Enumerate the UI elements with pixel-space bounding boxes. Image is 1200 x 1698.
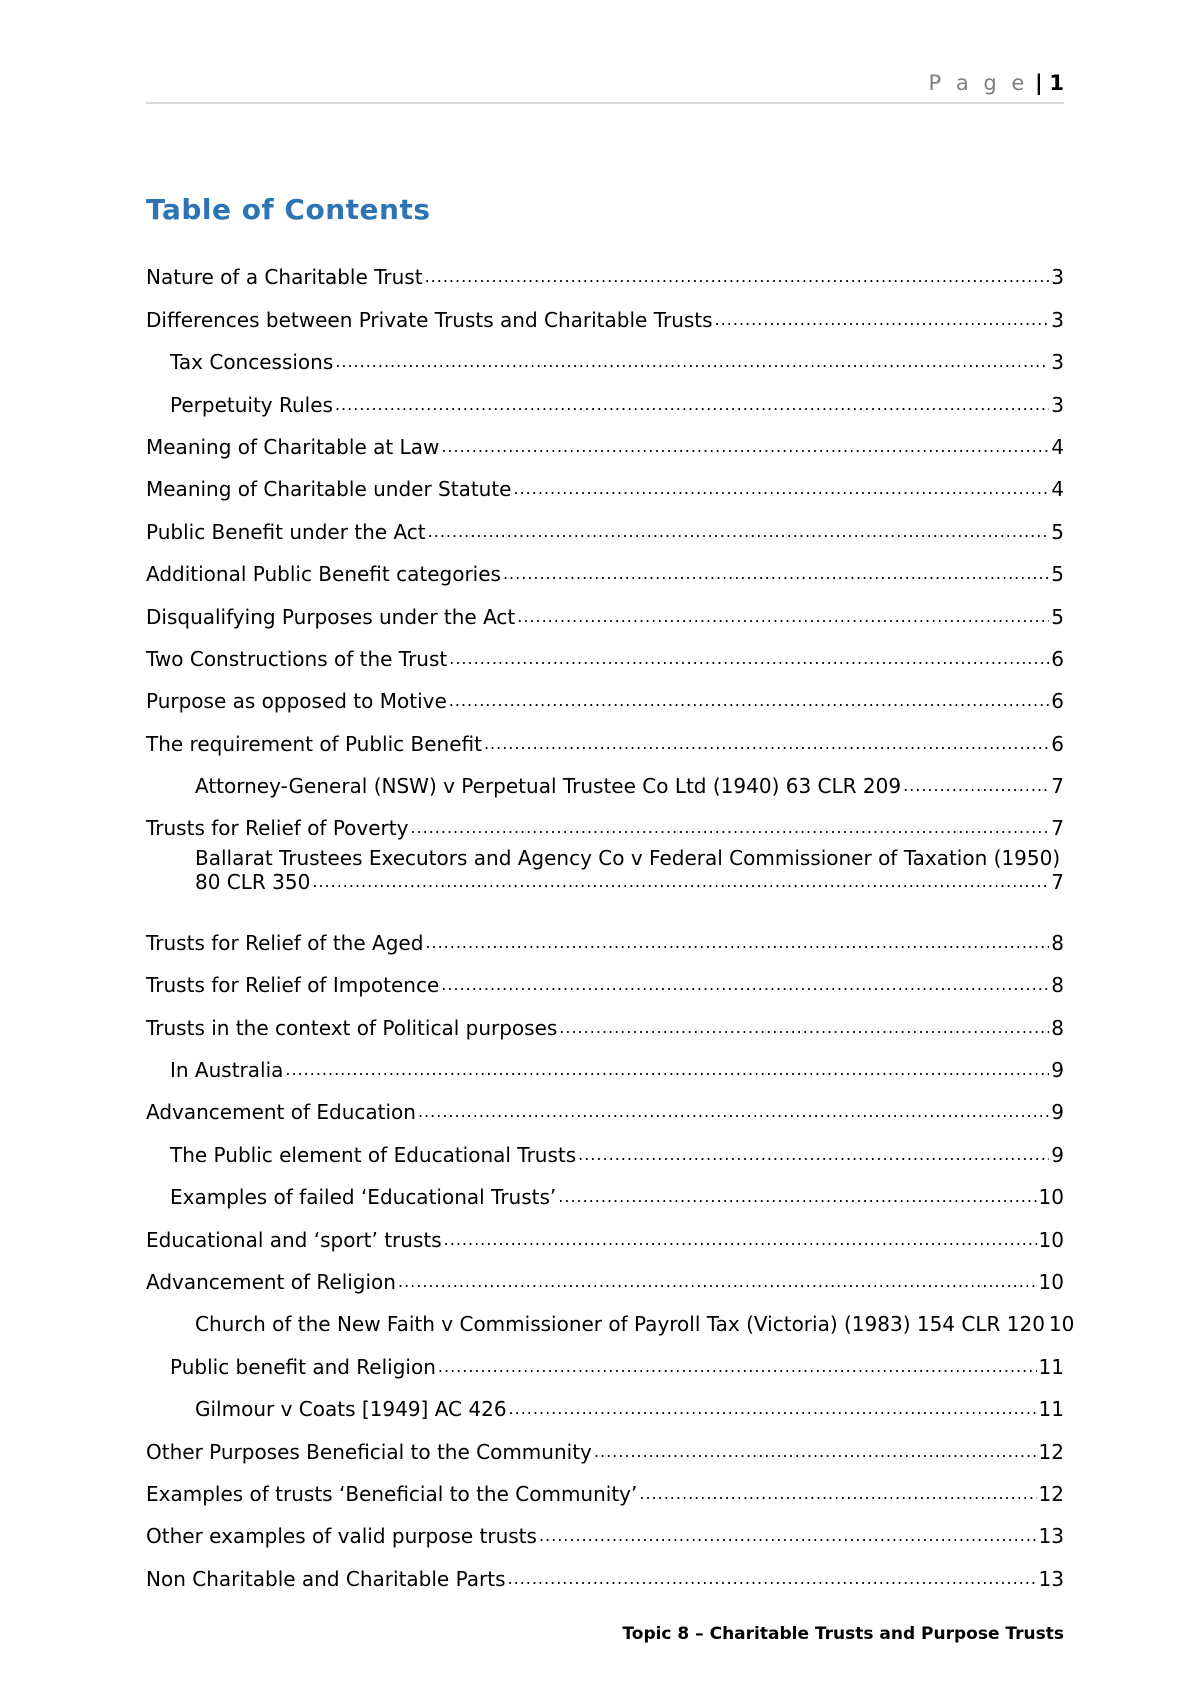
page-separator: | [1035, 71, 1043, 95]
toc-leader [484, 732, 1049, 756]
toc-entry-text: Educational and ‘sport’ trusts [146, 1227, 442, 1252]
toc-entry-text: Meaning of Charitable at Law [146, 434, 440, 459]
toc-entry[interactable] [146, 1124, 1064, 1166]
toc-leader [715, 308, 1050, 332]
toc-entry-text: Trusts for Relief of the Aged [146, 930, 424, 955]
toc-entry-page: 3 [1051, 350, 1064, 375]
toc-entry[interactable] [146, 1336, 1064, 1378]
toc-entry-page: 10 [1038, 1185, 1064, 1210]
toc-entry[interactable] [146, 501, 1064, 543]
toc-leader [578, 1143, 1049, 1167]
toc-entry-page: 12 [1038, 1481, 1064, 1506]
toc-entry-page: 12 [1038, 1439, 1064, 1464]
toc-entry-page: 11 [1038, 1397, 1064, 1422]
toc-leader [594, 1440, 1037, 1464]
toc-leader [398, 1270, 1037, 1294]
toc-entry-text: Differences between Private Trusts and Charitable Trusts [146, 307, 713, 332]
toc-entry[interactable] [146, 586, 1064, 628]
toc-entry-text: Disqualifying Purposes under the Act [146, 604, 516, 629]
toc-leader [514, 477, 1050, 501]
toc-entry-page: 6 [1051, 646, 1064, 671]
toc-entry-text: Non Charitable and Charitable Parts [146, 1566, 506, 1591]
toc-entry-text: Public Benefit under the Act [146, 519, 426, 544]
toc-entry-text: In Australia [170, 1058, 284, 1083]
toc-list [146, 247, 1075, 1591]
toc-entry-page: 10 [1048, 1312, 1075, 1337]
toc-leader [441, 973, 1049, 997]
toc-entry[interactable] [146, 1294, 1075, 1337]
toc-leader [508, 1567, 1037, 1591]
toc-leader [425, 265, 1050, 289]
page-word: P a g e [928, 71, 1029, 95]
toc-entry-text: Purpose as opposed to Motive [146, 689, 447, 714]
toc-entry-text: Gilmour v Coats [1949] AC 426 [195, 1397, 507, 1422]
toc-leader [410, 816, 1049, 840]
toc-entry-page: 5 [1051, 562, 1064, 587]
toc-entry-page: 10 [1038, 1227, 1064, 1252]
toc-entry-text: Ballarat Trustees Executors and Agency Co v Federal Commissioner of Taxation (1950) [195, 846, 1061, 871]
toc-entry[interactable] [146, 798, 1064, 840]
toc-entry-text: Additional Public Benefit categories [146, 562, 501, 587]
toc-entry-text: Trusts for Relief of Poverty [146, 816, 409, 841]
toc-entry-page: 7 [1051, 870, 1064, 895]
toc-entry-page: 5 [1051, 519, 1064, 544]
toc-entry-text: Advancement of Religion [146, 1269, 396, 1294]
toc-entry[interactable] [146, 247, 1064, 289]
toc-entry-page: 7 [1051, 816, 1064, 841]
page-header [146, 72, 1064, 104]
toc-entry-text: Examples of trusts ‘Beneficial to the Community’ [146, 1481, 638, 1506]
page-footer: Topic 8 – Charitable Trusts and Purpose Trusts [622, 1624, 1064, 1644]
toc-entry-page: 9 [1051, 1100, 1064, 1125]
toc-entry-text: Examples of failed ‘Educational Trusts’ [170, 1185, 557, 1210]
toc-leader [509, 1397, 1037, 1421]
toc-entry-page: 8 [1051, 930, 1064, 955]
toc-leader [517, 605, 1049, 629]
toc-entry[interactable] [146, 756, 1064, 798]
toc-entry[interactable] [146, 713, 1064, 755]
toc-entry-page: 8 [1051, 973, 1064, 998]
toc-entry-text: Advancement of Education [146, 1100, 416, 1125]
toc-leader [903, 774, 1049, 798]
toc-entry-page: 4 [1051, 477, 1064, 502]
toc-entry[interactable] [146, 374, 1064, 416]
toc-entry[interactable] [146, 1209, 1064, 1251]
toc-leader [639, 1482, 1036, 1506]
toc-entry[interactable] [146, 417, 1064, 459]
toc-entry[interactable] [146, 1040, 1064, 1082]
toc-entry[interactable] [146, 1506, 1064, 1548]
toc-leader [441, 435, 1049, 459]
toc-entry-text: Meaning of Charitable under Statute [146, 477, 512, 502]
toc-entry-text: Tax Concessions [170, 350, 334, 375]
toc-leader [539, 1524, 1037, 1548]
toc-leader [428, 520, 1050, 544]
toc-leader [449, 647, 1049, 671]
toc-entry-text: Church of the New Faith v Commissioner of Payroll Tax (Victoria) (1983) 154 CLR 120 [195, 1312, 1045, 1337]
toc-entry-page: 3 [1051, 392, 1064, 417]
toc-entry-page: 6 [1051, 731, 1064, 756]
toc-leader [285, 1058, 1049, 1082]
toc-leader [558, 1185, 1036, 1209]
toc-entry[interactable] [146, 912, 1064, 954]
toc-entry[interactable] [146, 629, 1064, 671]
toc-leader [449, 689, 1050, 713]
toc-entry-text: The Public element of Educational Trusts [170, 1142, 577, 1167]
toc-entry-text: Nature of a Charitable Trust [146, 265, 423, 290]
toc-entry[interactable] [146, 1464, 1064, 1506]
toc-entry-page: 13 [1038, 1566, 1064, 1591]
toc-leader [438, 1355, 1037, 1379]
toc-entry-text: Trusts for Relief of Impotence [146, 973, 440, 998]
toc-title: Table of Contents [146, 193, 431, 226]
toc-entry-text: Other Purposes Beneficial to the Community [146, 1439, 592, 1464]
toc-entry-page: 6 [1051, 689, 1064, 714]
toc-entry-page: 4 [1051, 434, 1064, 459]
toc-entry[interactable] [146, 1252, 1064, 1294]
toc-entry-text: Trusts in the context of Political purposes [146, 1015, 558, 1040]
toc-entry-page: 9 [1051, 1058, 1064, 1083]
toc-entry-page: 7 [1051, 774, 1064, 799]
toc-entry[interactable] [146, 459, 1064, 501]
toc-leader [418, 1100, 1049, 1124]
toc-entry[interactable] [146, 332, 1064, 374]
toc-entry-text-continued: 80 CLR 350 [195, 870, 311, 895]
toc-leader [312, 870, 1049, 894]
toc-entry-text: The requirement of Public Benefit [146, 731, 482, 756]
toc-entry[interactable] [146, 1379, 1064, 1421]
toc-leader [559, 1016, 1049, 1040]
toc-leader [503, 562, 1049, 586]
toc-entry-page: 3 [1051, 307, 1064, 332]
toc-entry-text: Perpetuity Rules [170, 392, 333, 417]
toc-entry[interactable] [146, 1421, 1064, 1463]
toc-entry[interactable] [146, 289, 1064, 331]
toc-entry-page: 9 [1051, 1142, 1064, 1167]
page-number: 1 [1049, 71, 1064, 95]
toc-entry[interactable] [146, 1167, 1064, 1209]
toc-entry[interactable] [146, 840, 1064, 912]
toc-entry-page: 5 [1051, 604, 1064, 629]
toc-entry-text: Public benefit and Religion [170, 1354, 436, 1379]
toc-entry[interactable] [146, 544, 1064, 586]
toc-entry-text: Two Constructions of the Trust [146, 646, 448, 671]
toc-leader [444, 1228, 1037, 1252]
toc-leader [425, 931, 1049, 955]
toc-entry-page: 8 [1051, 1015, 1064, 1040]
toc-entry[interactable] [146, 997, 1064, 1039]
toc-entry-page: 10 [1038, 1269, 1064, 1294]
toc-entry-text: Other examples of valid purpose trusts [146, 1524, 537, 1549]
toc-entry-page: 13 [1038, 1524, 1064, 1549]
toc-entry-text: Attorney-General (NSW) v Perpetual Trustee Co Ltd (1940) 63 CLR 209 [195, 774, 902, 799]
toc-entry[interactable] [146, 1548, 1064, 1590]
toc-entry-page: 3 [1051, 265, 1064, 290]
toc-entry[interactable] [146, 671, 1064, 713]
toc-entry-page: 11 [1038, 1354, 1064, 1379]
toc-entry[interactable] [146, 955, 1064, 997]
toc-entry[interactable] [146, 1082, 1064, 1124]
toc-leader [335, 350, 1049, 374]
toc-leader [335, 393, 1049, 417]
